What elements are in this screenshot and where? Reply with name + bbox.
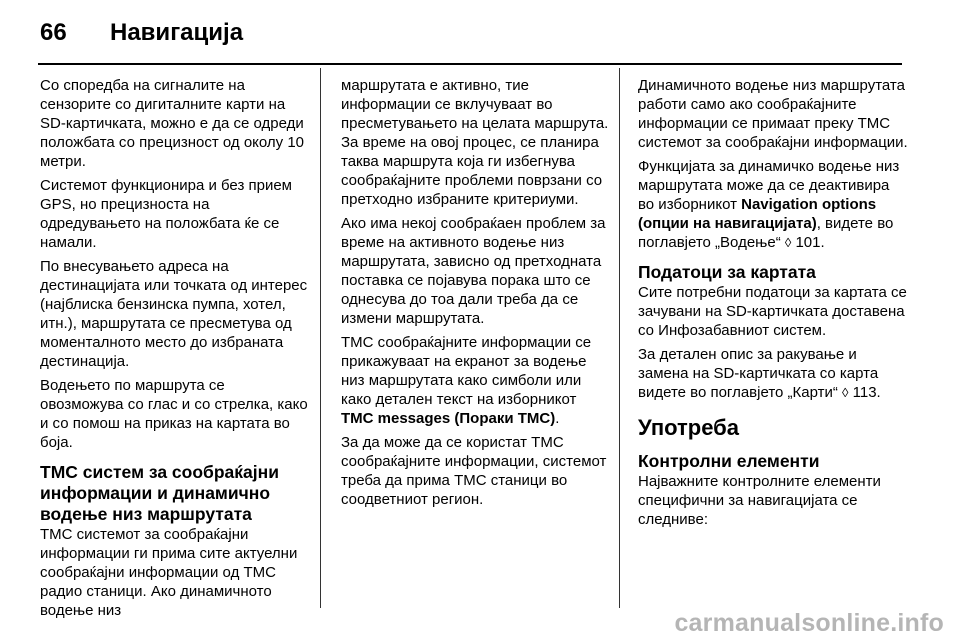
paragraph: [341, 333, 609, 428]
paragraph: Динамичното водење низ маршрутата работи само ако сообраќајните информации се примаат преку ТМС системот за сообраќајни информации.: [638, 77, 908, 151]
paragraph-text: ТМС сообраќајните информации се прикажуваат на екранот за водење низ маршрутата како симболи или како детален текст на изборникот: [341, 334, 592, 408]
page-reference-icon: ◊: [842, 385, 849, 400]
section-title: Навигација: [110, 19, 244, 46]
paragraph-text: , видете во поглавјето „Водење“: [638, 215, 894, 251]
paragraph: Системот функционира и без прием GPS, но прецизноста на одредувањето на положбата ќе се намали.: [40, 177, 292, 251]
paragraph-text: .: [555, 410, 560, 427]
tmc-heading: ТМС систем за сообраќајни информации и динамично водење низ маршрутата: [40, 462, 279, 524]
watermark: carmanualsonline.info: [674, 609, 944, 637]
usage-heading: Употреба: [638, 415, 740, 440]
paragraph-text: Функцијата за динамичко водење низ маршрутата може да се деактивира во изборникот: [638, 158, 900, 213]
map-data-heading: Податоци за картата: [638, 262, 816, 282]
column-divider: [619, 68, 620, 608]
column-2: [341, 76, 609, 514]
paragraph: Ако има некој сообраќаен проблем за време на активното водење низ маршрутата, зависно од претходната поставка се појавува порака што се однесува до тоа дали треба да се измени маршрутата.: [341, 215, 606, 327]
paragraph: [638, 157, 908, 252]
paragraph: ТМС системот за сообраќајни информации ги прима сите актуелни сообраќајни информации од ТМС радио станици. Ако динамичното водење низ: [40, 526, 298, 619]
page-reference-icon: ◊: [784, 235, 792, 250]
paragraph: По внесувањето адреса на дестинацијата или точката од интерес (најблиска бензинска пумпа, хотел, итн.), маршрутата се пресметува од моменталното место до избраната дестинација.: [40, 258, 308, 370]
menu-reference: TMC messages (Пораки TMC): [341, 410, 556, 427]
column-divider: [320, 68, 321, 608]
menu-reference: Navigation options (опции на навигацијата): [638, 196, 877, 232]
paragraph: Водењето по маршрута се овозможува со глас и со стрелка, како и со помош на приказ на картата во боја.: [40, 377, 308, 451]
controls-heading: Контролни елементи: [638, 451, 820, 471]
paragraph-text: За детален опис за ракување и замена на SD-картичката со карта видете во поглавјето „Карти“: [638, 346, 879, 401]
column-1: [40, 76, 308, 625]
paragraph: Сите потребни податоци за картата се зачувани на SD-картичката доставена со Инфозабавниот систем.: [638, 284, 907, 339]
page-reference[interactable]: 113.: [848, 384, 881, 401]
column-3: [638, 76, 908, 534]
page-number: 66: [40, 19, 67, 46]
paragraph: За да може да се користат ТМС сообраќајните информации, системот треба да прима ТМС станици во соодветниот регион.: [341, 434, 607, 508]
paragraph: [638, 345, 908, 402]
paragraph: Со споредба на сигналите на сензорите со дигиталните карти на SD-картичката, можно е да се одреди положбата со прецизност од околу 10 метри.: [40, 77, 305, 170]
header-rule: [38, 63, 902, 65]
paragraph: маршрутата е активно, тие информации се вклучуваат во пресметувањето на целата маршрута. За време на овој процес, се планира таква маршрута која ги избегнува сообраќајните проблеми поврзани со претходно избраните критериуми.: [341, 77, 609, 208]
page-header: [40, 16, 243, 50]
paragraph: Најважните контролните елементи специфични за навигацијата се следниве:: [638, 473, 881, 528]
page-reference[interactable]: 101.: [791, 234, 825, 251]
